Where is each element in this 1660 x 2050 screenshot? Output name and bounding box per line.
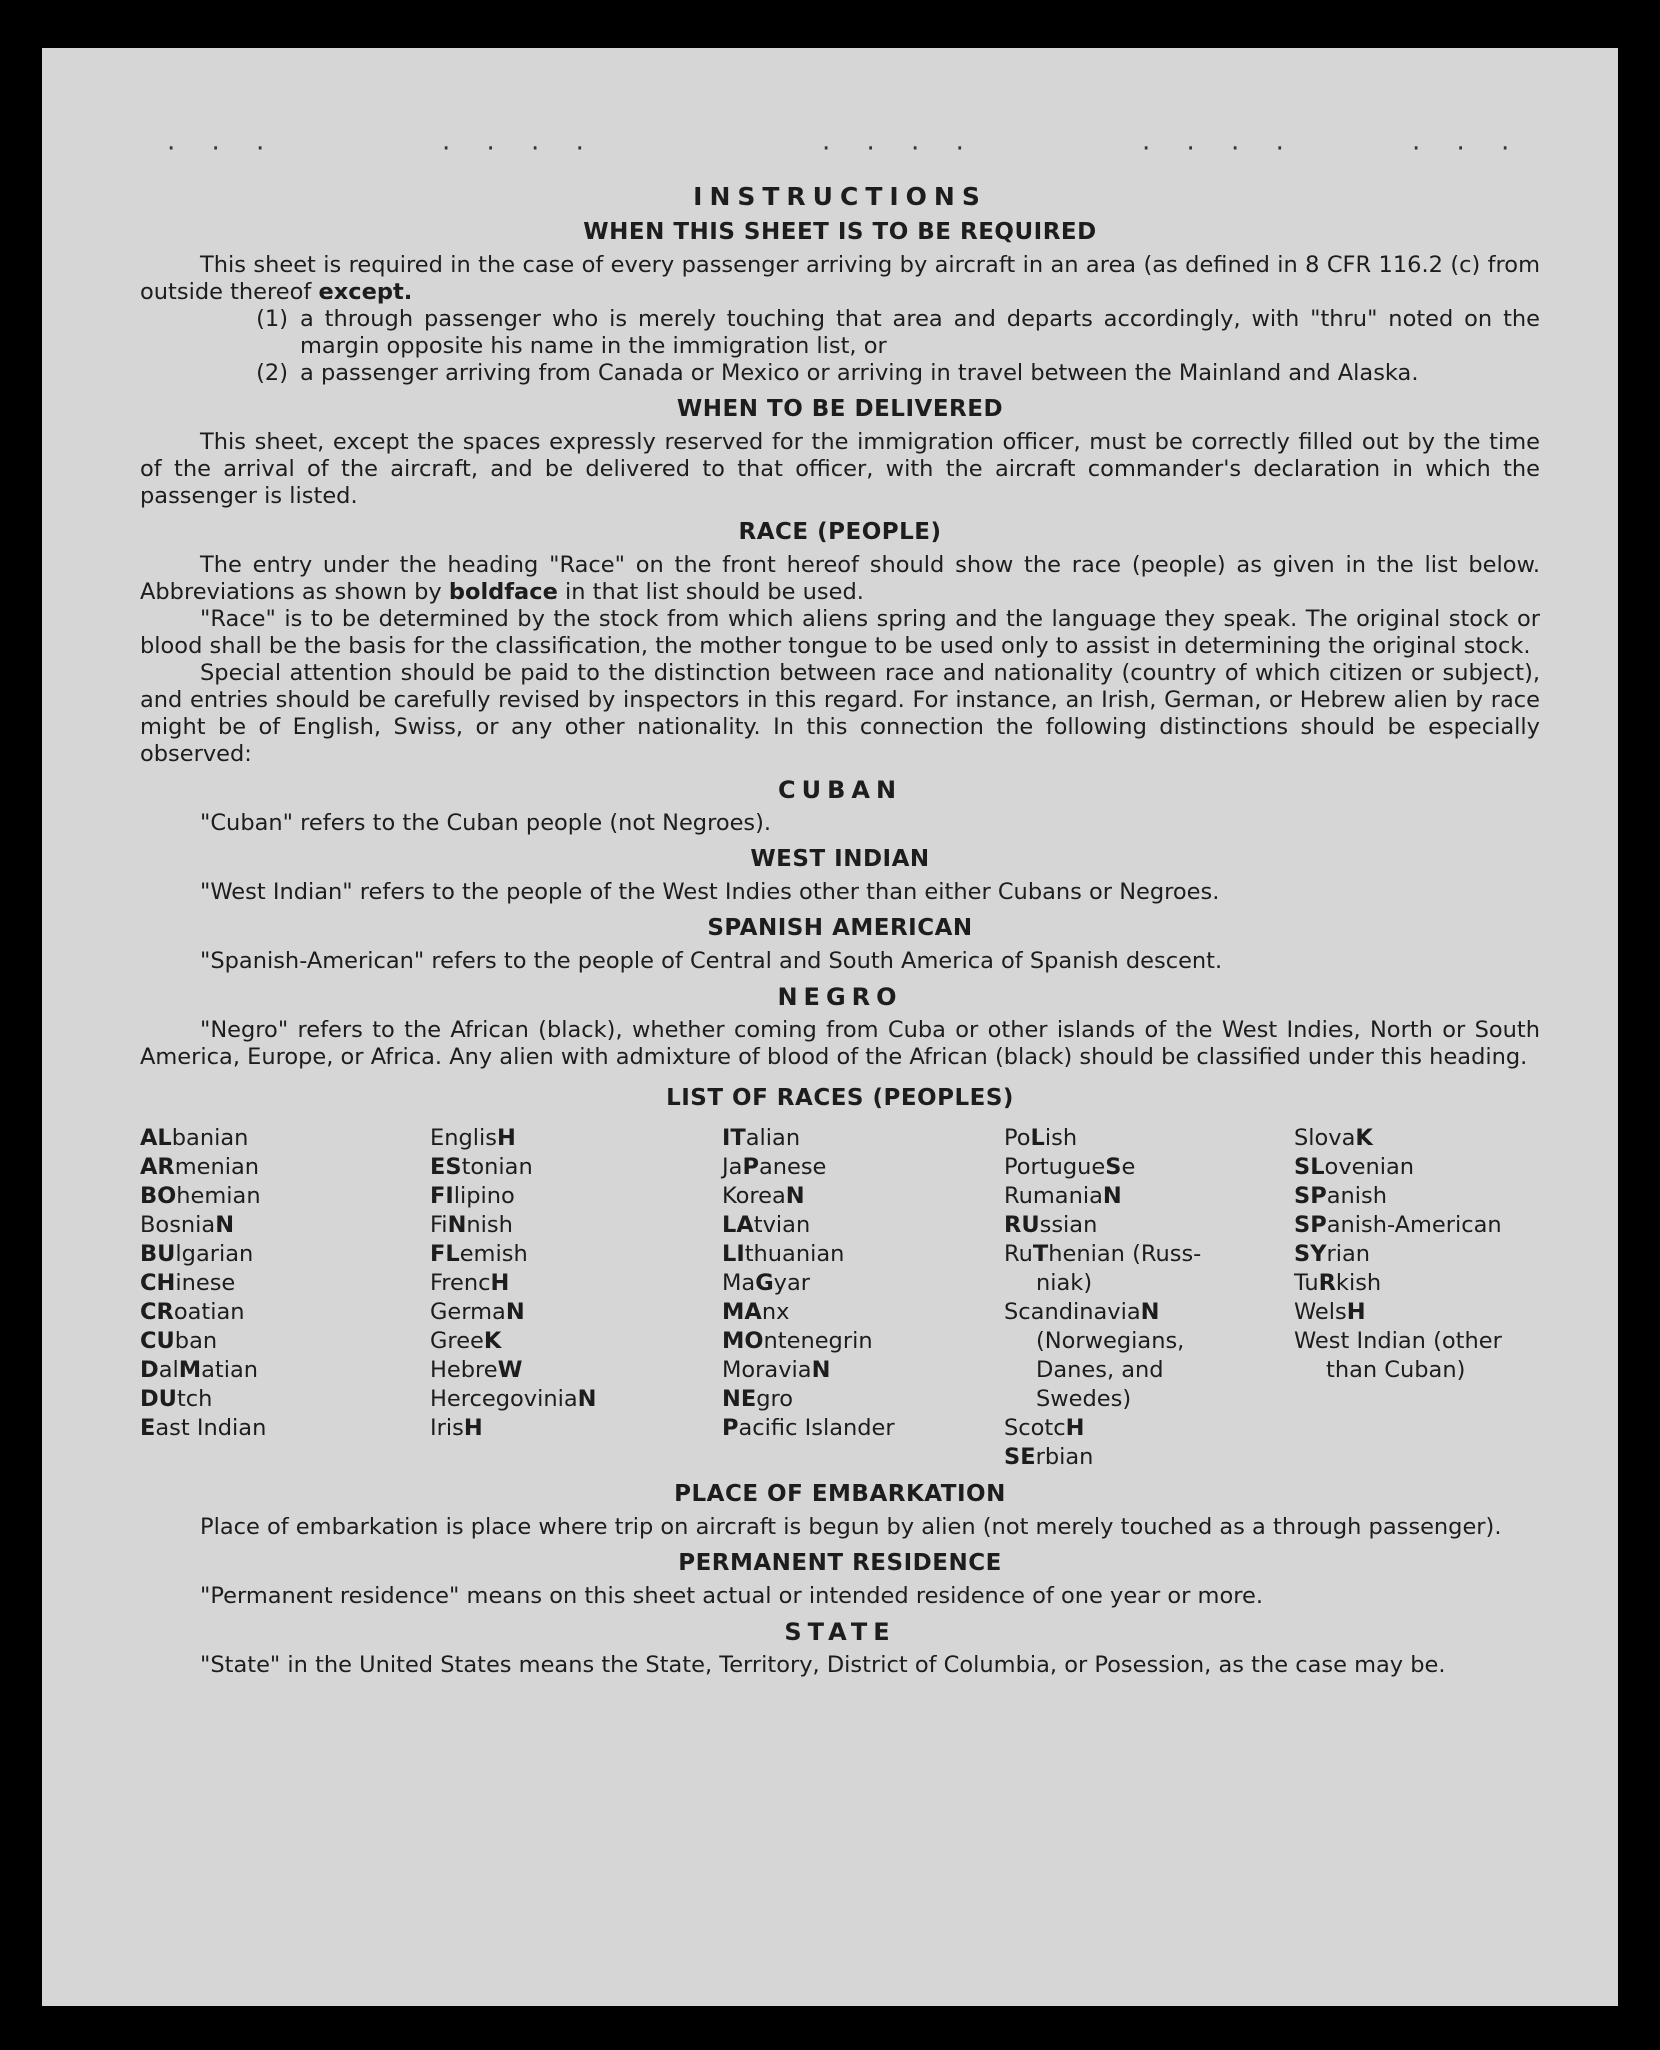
race-entry [1004, 1211, 1294, 1240]
race-text: henian (Russ- [1048, 1241, 1202, 1267]
race-abbrev: SE [1004, 1444, 1036, 1470]
race-text: Iris [430, 1415, 464, 1441]
race-entry [1004, 1356, 1294, 1385]
race-text: tonian [461, 1154, 533, 1180]
race-abbrev: E [140, 1415, 156, 1441]
race-text: ast Indian [155, 1415, 267, 1441]
race-text: kish [1335, 1270, 1382, 1296]
section-heading-delivered: WHEN TO BE DELIVERED [676, 396, 1004, 422]
race-text: Swedes) [1036, 1386, 1132, 1412]
races-column [140, 1124, 430, 1472]
race-entry [1294, 1211, 1540, 1240]
race-text: than Cuban) [1326, 1357, 1466, 1383]
race-abbrev: R [1318, 1270, 1336, 1296]
residence-text: "Permanent residence" means on this sheet actual or intended residence of one year or more. [200, 1583, 1263, 1609]
race-entry [722, 1153, 1004, 1182]
race-text: West Indian (other [1294, 1328, 1502, 1354]
race-text: Ma [722, 1270, 756, 1296]
race-abbrev: H [463, 1415, 483, 1441]
race-entry [140, 1182, 430, 1211]
race-text: emish [459, 1241, 528, 1267]
punch-marks: · · · [167, 134, 279, 164]
race-text: anish-American [1326, 1212, 1502, 1238]
race-text: rbian [1035, 1444, 1094, 1470]
race-text: Hercegovinia [430, 1386, 578, 1412]
race-entry [430, 1182, 722, 1211]
race-abbrev: N [215, 1212, 235, 1238]
cuban-text: "Cuban" refers to the Cuban people (not Negroes). [200, 810, 772, 836]
race-text: lgarian [175, 1241, 254, 1267]
race-entry [1294, 1124, 1540, 1153]
race-entry [1004, 1385, 1294, 1414]
races-column [430, 1124, 722, 1472]
race-entry [1294, 1356, 1540, 1385]
race-entry [722, 1385, 1004, 1414]
race-abbrev: SP [1294, 1183, 1327, 1209]
list-item-number: (1) [256, 306, 288, 332]
race-text: gro [756, 1386, 794, 1412]
race-abbrev: H [496, 1125, 516, 1151]
race-text: nx [761, 1299, 790, 1325]
race-abbrev: N [785, 1183, 805, 1209]
section-delivered-text: This sheet, except the spaces expressly reserved for the immigration officer, must be correctly filled out by the time of the arrival of the aircraft, and be delivered to that officer, with the aircraft commander's declaration in which the passenger is listed. [140, 429, 1540, 509]
race-entry [722, 1269, 1004, 1298]
race-text: Danes, and [1036, 1357, 1164, 1383]
race-text: al [158, 1357, 179, 1383]
intro-text: This sheet is required in the case of every passenger arriving by aircraft in an area (as defined in 8 CFR 116.2 (c) from outside thereof [140, 252, 1540, 305]
race-text: anese [758, 1154, 827, 1180]
race-text: Hebre [430, 1357, 498, 1383]
race-abbrev: S [1105, 1154, 1122, 1180]
race-abbrev: N [1102, 1183, 1122, 1209]
race-abbrev: N [1140, 1299, 1160, 1325]
race-entry [1004, 1269, 1294, 1298]
race-abbrev: W [497, 1357, 523, 1383]
race-entry [722, 1211, 1004, 1240]
race-abbrev: D [140, 1357, 159, 1383]
race-abbrev: BU [140, 1241, 176, 1267]
race-entry [430, 1327, 722, 1356]
state-text: "State" in the United States means the State, Territory, District of Columbia, or Posession, as the case may be. [200, 1652, 1446, 1678]
race-text: ban [174, 1328, 218, 1354]
race-abbrev: P [742, 1154, 759, 1180]
race-entry [722, 1327, 1004, 1356]
race-text: Bosnia [140, 1212, 216, 1238]
race-p1-text: The entry under the heading "Race" on the front hereof should show the race (people) as given in the list below. Abbreviations as shown by [140, 552, 1540, 605]
race-text: yar [773, 1270, 811, 1296]
race-text: inese [175, 1270, 236, 1296]
race-abbrev: DU [140, 1386, 177, 1412]
section-heading-residence: PERMANENT RESIDENCE [678, 1550, 1002, 1576]
race-entry [140, 1298, 430, 1327]
race-text: Ru [1004, 1241, 1033, 1267]
race-entry [1004, 1414, 1294, 1443]
race-text: atian [201, 1357, 259, 1383]
race-entry [430, 1385, 722, 1414]
race-abbrev: P [722, 1415, 739, 1441]
section-heading-required: WHEN THIS SHEET IS TO BE REQUIRED [583, 219, 1097, 245]
spanish-american-text: "Spanish-American" refers to the people of Central and South America of Spanish descent. [200, 948, 1223, 974]
race-text: ish [1044, 1125, 1078, 1151]
list-item-number: (2) [256, 360, 288, 386]
race-entry [1004, 1327, 1294, 1356]
race-text: oatian [173, 1299, 245, 1325]
race-entry [140, 1211, 430, 1240]
race-p1-bold: boldface [448, 579, 558, 605]
race-text: alian [745, 1125, 801, 1151]
race-entry [1004, 1153, 1294, 1182]
punch-marks: · · · · [442, 134, 598, 164]
section-required-intro [140, 252, 1540, 306]
race-abbrev: LI [722, 1241, 745, 1267]
race-paragraph-2: "Race" is to be determined by the stock from which aliens spring and the language they speak. The original stock or blood shall be the basis for the classification, the mother tongue to be used only to assist in determining the original stock. [140, 606, 1540, 659]
race-entry [1294, 1240, 1540, 1269]
race-text: Englis [430, 1125, 497, 1151]
race-text: rian [1326, 1241, 1371, 1267]
race-text: ntenegrin [763, 1328, 873, 1354]
race-entry [1294, 1153, 1540, 1182]
race-entry [140, 1124, 430, 1153]
race-abbrev: CU [140, 1328, 175, 1354]
race-text: e [1121, 1154, 1136, 1180]
list-item-text: a through passenger who is merely touching that area and departs accordingly, with "thru" noted on the margin opposite his name in the immigration list, or [300, 306, 1540, 359]
race-entry [430, 1269, 722, 1298]
race-abbrev: K [483, 1328, 502, 1354]
race-entry [722, 1240, 1004, 1269]
race-text: (Norwegians, [1036, 1328, 1185, 1354]
intro-bold: except. [318, 279, 413, 305]
race-entry [140, 1385, 430, 1414]
race-abbrev: N [447, 1212, 467, 1238]
race-paragraph-3: Special attention should be paid to the distinction between race and nationality (country of which citizen or subject), and entries should be carefully revised by inspectors in this regard. For instance, an Irish, German, or Hebrew alien by race might be of English, Swiss, or any other nationality. In this connection the following distinctions should be especially observed: [140, 660, 1540, 767]
race-entry [430, 1356, 722, 1385]
page-title: INSTRUCTIONS [693, 182, 987, 211]
west-indian-text: "West Indian" refers to the people of the West Indies other than either Cubans or Negroes. [200, 879, 1220, 905]
race-text: tvian [753, 1212, 811, 1238]
list-item [140, 360, 1540, 387]
races-column [722, 1124, 1004, 1472]
race-abbrev: CR [140, 1299, 174, 1325]
punch-marks: · · · · [822, 134, 978, 164]
race-entry [1294, 1269, 1540, 1298]
list-item-text: a passenger arriving from Canada or Mexico or arriving in travel between the Mainland and Alaska. [300, 360, 1419, 386]
race-abbrev: AL [140, 1125, 172, 1151]
race-entry [722, 1414, 1004, 1443]
race-entry [140, 1356, 430, 1385]
race-abbrev: CH [140, 1270, 176, 1296]
race-entry [140, 1240, 430, 1269]
race-abbrev: N [811, 1357, 831, 1383]
section-heading-list-of-races: LIST OF RACES (PEOPLES) [666, 1085, 1014, 1111]
punch-marks: · · · · [1142, 134, 1298, 164]
race-text: Korea [722, 1183, 786, 1209]
race-abbrev: H [1065, 1415, 1085, 1441]
race-abbrev: T [1032, 1241, 1049, 1267]
race-paragraph-1 [140, 552, 1540, 606]
race-text: Wels [1294, 1299, 1347, 1325]
race-entry [430, 1240, 722, 1269]
race-abbrev: MA [722, 1299, 762, 1325]
race-entry [140, 1153, 430, 1182]
race-text: hemian [176, 1183, 261, 1209]
race-abbrev: FI [430, 1183, 454, 1209]
race-entry [140, 1269, 430, 1298]
section-heading-west-indian: WEST INDIAN [750, 846, 930, 872]
list-item [140, 306, 1540, 360]
race-entry [1294, 1327, 1540, 1356]
race-abbrev: M [178, 1357, 202, 1383]
race-abbrev: MO [722, 1328, 764, 1354]
race-entry [1294, 1298, 1540, 1327]
race-text: Portugue [1004, 1154, 1106, 1180]
section-heading-spanish-american: SPANISH AMERICAN [707, 915, 973, 941]
section-heading-state: STATE [784, 1618, 896, 1646]
document-sheet [42, 48, 1618, 2006]
race-text: Gree [430, 1328, 484, 1354]
race-entry [1294, 1182, 1540, 1211]
race-text: tch [176, 1386, 213, 1412]
race-abbrev: SL [1294, 1154, 1325, 1180]
race-text: nish [466, 1212, 513, 1238]
race-entry [1004, 1298, 1294, 1327]
race-entry [430, 1211, 722, 1240]
race-abbrev: LA [722, 1212, 754, 1238]
section-heading-embarkation: PLACE OF EMBARKATION [674, 1481, 1006, 1507]
races-column [1294, 1124, 1540, 1472]
races-column [1004, 1124, 1294, 1472]
races-list [140, 1124, 1540, 1472]
race-abbrev: H [1346, 1299, 1366, 1325]
race-entry [430, 1124, 722, 1153]
race-text: Rumania [1004, 1183, 1103, 1209]
race-abbrev: K [1355, 1125, 1373, 1151]
race-entry [430, 1298, 722, 1327]
race-abbrev: SY [1294, 1241, 1327, 1267]
race-text: Germa [430, 1299, 506, 1325]
race-abbrev: SP [1294, 1212, 1327, 1238]
race-text: banian [171, 1125, 249, 1151]
race-text: Fi [430, 1212, 448, 1238]
race-text: ovenian [1324, 1154, 1415, 1180]
race-abbrev: AR [140, 1154, 175, 1180]
race-text: Tu [1294, 1270, 1319, 1296]
race-entry [140, 1414, 430, 1443]
race-abbrev: N [577, 1386, 597, 1412]
section-heading-cuban: CUBAN [777, 776, 903, 804]
race-abbrev: H [490, 1270, 510, 1296]
race-entry [722, 1356, 1004, 1385]
race-text: Frenc [430, 1270, 491, 1296]
race-text: thuanian [744, 1241, 845, 1267]
race-entry [430, 1414, 722, 1443]
race-text: ssian [1039, 1212, 1098, 1238]
race-text: lipino [453, 1183, 515, 1209]
section-heading-race: RACE (PEOPLE) [738, 519, 942, 545]
race-abbrev: L [1030, 1125, 1045, 1151]
negro-text: "Negro" refers to the African (black), whether coming from Cuba or other islands of the West Indies, North or South America, Europe, or Africa. Any alien with admixture of blood of the African (black) should be classified under this heading. [140, 1017, 1540, 1070]
race-text: Slova [1294, 1125, 1356, 1151]
race-entry [722, 1124, 1004, 1153]
punch-marks: · · · [1412, 134, 1524, 164]
instructions-body [140, 183, 1540, 1679]
race-entry [1004, 1443, 1294, 1472]
race-abbrev: N [505, 1299, 525, 1325]
race-p1-text-end: in that list should be used. [564, 579, 864, 605]
race-text: Scotc [1004, 1415, 1066, 1441]
race-abbrev: FL [430, 1241, 460, 1267]
race-abbrev: NE [722, 1386, 757, 1412]
race-text: Ja [722, 1154, 743, 1180]
race-abbrev: IT [722, 1125, 746, 1151]
race-text: Moravia [722, 1357, 812, 1383]
race-entry [722, 1298, 1004, 1327]
race-text: Po [1004, 1125, 1031, 1151]
race-text: niak) [1036, 1270, 1093, 1296]
section-heading-negro: NEGRO [777, 983, 903, 1011]
race-text: menian [174, 1154, 260, 1180]
race-entry [1004, 1182, 1294, 1211]
race-abbrev: BO [140, 1183, 177, 1209]
embarkation-text: Place of embarkation is place where trip on aircraft is begun by alien (not merely touched as a through passenger). [200, 1514, 1502, 1540]
race-abbrev: RU [1004, 1212, 1040, 1238]
race-text: acific Islander [738, 1415, 895, 1441]
race-entry [430, 1153, 722, 1182]
race-entry [140, 1327, 430, 1356]
race-text: anish [1326, 1183, 1387, 1209]
race-abbrev: ES [430, 1154, 462, 1180]
race-entry [1004, 1124, 1294, 1153]
race-entry [1004, 1240, 1294, 1269]
race-text: Scandinavia [1004, 1299, 1141, 1325]
race-entry [722, 1182, 1004, 1211]
race-abbrev: G [755, 1270, 774, 1296]
